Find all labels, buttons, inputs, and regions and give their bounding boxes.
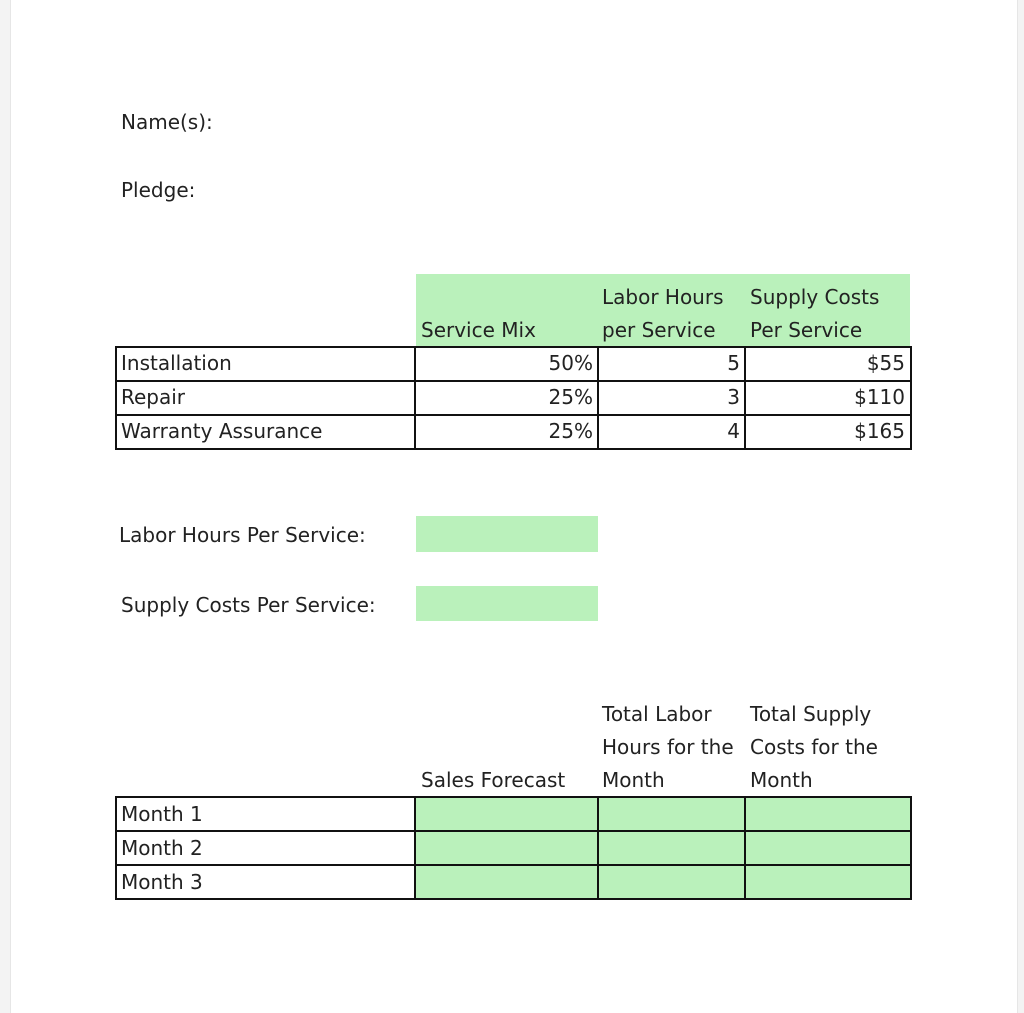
service-row-mix[interactable]: 25% <box>548 385 593 409</box>
total-supply-costs-input[interactable] <box>746 832 910 864</box>
labor-hours-per-service-input[interactable] <box>416 516 598 552</box>
service-row-mix[interactable]: 50% <box>548 351 593 375</box>
service-grid-line <box>115 346 117 450</box>
sales-forecast-input[interactable] <box>416 798 598 830</box>
forecast-grid-line <box>115 796 912 798</box>
forecast-grid-line <box>910 796 912 900</box>
service-row-labor[interactable]: 4 <box>727 419 740 443</box>
service-row-labor[interactable]: 3 <box>727 385 740 409</box>
supply-costs-per-service-label: Supply Costs Per Service: <box>121 593 376 617</box>
service-grid-line <box>115 380 912 382</box>
header-total-supply-line2: Costs for the <box>750 735 878 759</box>
header-supply-costs-line2: Per Service <box>750 318 863 342</box>
service-grid-line <box>115 448 912 450</box>
service-grid-line <box>597 346 599 450</box>
sales-forecast-input[interactable] <box>416 866 598 898</box>
pledge-label: Pledge: <box>121 178 196 202</box>
total-labor-hours-input[interactable] <box>599 832 745 864</box>
service-row-supply[interactable]: $55 <box>866 351 905 375</box>
header-labor-hours-line1: Labor Hours <box>602 285 724 309</box>
header-total-labor-line2: Hours for the <box>602 735 734 759</box>
forecast-grid-line <box>115 898 912 900</box>
service-row-labor[interactable]: 5 <box>727 351 740 375</box>
header-total-supply-line3: Month <box>750 768 813 792</box>
forecast-row-name[interactable]: Month 3 <box>121 870 203 894</box>
forecast-grid-line <box>115 796 117 900</box>
service-row-name[interactable]: Repair <box>121 385 186 409</box>
header-total-labor-line1: Total Labor <box>602 702 712 726</box>
total-supply-costs-input[interactable] <box>746 798 910 830</box>
header-total-supply-line1: Total Supply <box>750 702 872 726</box>
service-row-name[interactable]: Installation <box>121 351 232 375</box>
service-row-mix[interactable]: 25% <box>548 419 593 443</box>
forecast-grid-line <box>115 830 912 832</box>
forecast-grid-line <box>115 864 912 866</box>
service-row-name[interactable]: Warranty Assurance <box>121 419 323 443</box>
service-row-supply[interactable]: $165 <box>854 419 905 443</box>
header-sales-forecast: Sales Forecast <box>421 768 566 792</box>
forecast-grid-line <box>414 796 416 900</box>
service-grid-line <box>115 346 912 348</box>
forecast-grid-line <box>744 796 746 900</box>
forecast-row-name[interactable]: Month 1 <box>121 802 203 826</box>
service-grid-line <box>910 346 912 450</box>
total-supply-costs-input[interactable] <box>746 866 910 898</box>
service-grid-line <box>744 346 746 450</box>
sales-forecast-input[interactable] <box>416 832 598 864</box>
service-grid-line <box>414 346 416 450</box>
service-grid-line <box>115 414 912 416</box>
forecast-grid-line <box>597 796 599 900</box>
labor-hours-per-service-label: Labor Hours Per Service: <box>119 523 366 547</box>
total-labor-hours-input[interactable] <box>599 798 745 830</box>
names-label: Name(s): <box>121 110 213 134</box>
header-labor-hours-line2: per Service <box>602 318 716 342</box>
header-total-labor-line3: Month <box>602 768 665 792</box>
header-supply-costs-line1: Supply Costs <box>750 285 880 309</box>
supply-costs-per-service-input[interactable] <box>416 586 598 621</box>
service-row-supply[interactable]: $110 <box>854 385 905 409</box>
total-labor-hours-input[interactable] <box>599 866 745 898</box>
forecast-row-name[interactable]: Month 2 <box>121 836 203 860</box>
header-service-mix: Service Mix <box>421 318 536 342</box>
